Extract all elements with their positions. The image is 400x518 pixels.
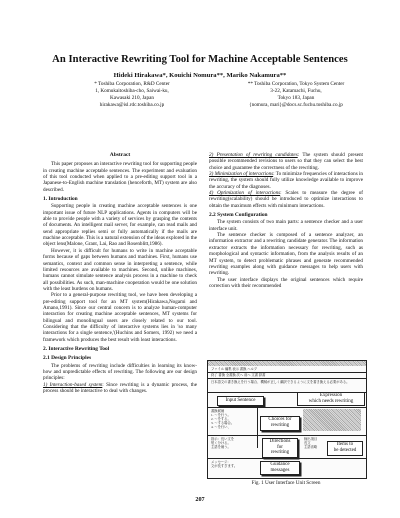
intro-heading: 1. Introduction [43,196,78,203]
guidance-message-text: メッセージ： 文が長すぎます。 [211,460,238,468]
affiliation-email: {nomura, mari}@docs.sc.fuchu.toshiba.co.jp [249,102,343,109]
items-detected-list: 検出項目 長文 主語省略 [304,437,318,449]
menu-bar: ファイル 編集 表示 書換 ヘルプ [211,367,258,371]
left-column [43,152,197,394]
config-paragraph: The user interface displays the original sentences which require correction with their recommended [209,276,363,289]
window-title-bar [208,361,366,366]
affiliation-left [62,81,202,109]
direction-text: 指示：長い文を 短く分ける。 主語を補う。 [211,437,235,449]
principle-item-text: : Since rewriting is a dynamic process, the process should be interactive to deal with changes. [43,381,197,395]
intro-paragraph: However, it is difficult for humans to write in machine acceptable forms because of gaps between humans and machines. First, humans use semantics, context and common sense in interpreting a sentence, while limited resources are available to machines. Second, unlike machines, humans cannot simulate sentence analysis process in a machine to check all possibilities. As such, man-machine cooperation would be one solution with the least burdens on humans. [43,247,197,292]
label-input-sentence: Input Sentence [217,396,264,406]
principle-item-title: 3) Minimization of interactions [209,171,274,178]
author-list: Hideki Hirakawa*, Kouichi Nomura**, Mariko Nakamura** [113,72,287,79]
config-paragraph: The sentence checker is composed of a sentence analyzer, an information extractor and a rewriting candidate generator. The information extractor extracts the information necessary for rewriting, such as morphological and syntactic information, from the analysis results of an MT system, to detect problematic phrases and generate recommended rewriting examples along with guidance messages to help users with rewriting. [209,232,363,277]
divider [208,435,366,436]
label-items-to-be-detected: Items to be detected [327,441,363,456]
affiliation-line: 1, Komukaitoshiba-cho, Saiwai-ku, [95,88,169,95]
label-choices-for-rewriting: Choices for rewriting [260,416,300,431]
principle-item-text: : Scales to measure the degree of rewriting(scalability) should be introduced to optimize interactions to obtain the maximum effects with minimum interactions. [209,190,363,209]
principle-item-title: 1) Interaction-based system [43,381,103,388]
principle-item-2 [209,152,363,171]
figure-caption: Fig. 1 User Interface Unit Screen [251,480,321,486]
abstract-text: This paper proposes an interactive rewriting tool for supporting people in creating machine acceptable sentences. The experiment and evaluation of this tool conducted when applied to a pre-editing support tool in a Japanese-to-English machine translation (henceforth, MT) system are also described. [43,161,197,193]
toolbar: 終了 書換 全書換 次へ 前へ 文書 辞書 [211,373,266,377]
principle-item-title: 4) Optimization of interactions [209,190,281,197]
affiliation-line: * Toshiba Corporation, R&D Center [94,81,170,87]
input-sentence-text: 日本語文の書き換えを行う場合、機械が正しく翻訳できるように文を書き換える必要がある。 [211,380,350,384]
rewrite-preview-pane [303,409,361,431]
intro-paragraph: Prior to a general-purpose rewriting tool, we have been developing a pre-editing support tool for an MT system(Hirakawa,Nogami and Amano,1991). Since our central concern is to analyze human-computer interaction for creating machine acceptable sentences, MT systems for bilingual and monolingual users are closely related to our tool. Considering that the difficulty of interactive systems lies in 'so many interactions for a single sentence,'(Huchins and Somers, 1992) we need a framework which produces the best result with least interactions. [43,292,197,343]
section-2-heading: 2. Interactive Rewriting Tool [43,345,110,352]
principle-item-4 [209,190,363,209]
config-paragraph: The system consists of two main parts: a sentence checker and a user interface unit. [209,219,363,232]
figure-user-interface-screen [207,360,367,479]
candidate-list: 書換候補 1. ～を行う。 2. ～をする。 3. ～する場合。 4. ～を行い、 [211,409,235,429]
affiliation-line: ** Toshiba Corporation, Tokyo System Center [247,81,345,87]
section-2-1-heading: 2.1 Design Principles [43,355,92,362]
principle-item-3 [209,171,363,190]
principle-item-text: : To minimize frequencies of interactions in rewriting, the system should fully utilize knowledge available to improve the accuracy of the diagnoses. [209,171,363,190]
label-guidance-messages: Guidance messages [260,461,300,475]
design-paragraph: The problems of rewriting include difficulties in learning its know-how and unpredictable effects of rewriting. The following are our design principles: [43,362,197,382]
label-expression-rewriting: Expression which needs rewriting [297,392,365,406]
affiliation-email: hirakawa@isl.rdc.toshiba.co.jp [99,102,165,109]
principle-item-1 [43,382,197,395]
principle-item-title: 2) Presentation of rewriting candidates [209,152,298,158]
label-directions-for-rewriting: Directions for rewriting [262,438,298,458]
principle-item-text: : The system should present possible recommended revisions to users so that they can select the best choice and guarantee the correctness of the rewriting. [209,152,363,171]
affiliation-line: 3-22, Katamachi, Fuchu, [270,88,322,95]
right-column [209,152,363,289]
intro-paragraph: Supporting people in creating machine acceptable sentences is one important issue of future NLP applications. Agents in computers will be able to provide people with a variety of services by grasping the contents of documents. An intelligent mail server, for example, can read mails and send appropriate replies semi or fully automatically if the mails are machine acceptable. This is a natural extension of the ideas explored in the object lens(Malone, Grant, Lai, Rao and Rosenblitt,1986). [43,203,197,248]
affiliation-line: Tokyo 183, Japan [277,95,315,102]
section-2-2-heading: 2.2 System Configuration [209,212,268,219]
divider [208,407,366,408]
affiliation-right [216,81,376,109]
page-number: 207 [195,496,205,503]
divider [208,458,366,459]
divider [208,378,366,379]
paper-title: An Interactive Rewriting Tool for Machine Acceptable Sentences [52,54,348,65]
affiliation-line: Kawasaki 210, Japan [110,95,154,102]
abstract-heading: Abstract [109,152,131,158]
divider [257,408,258,448]
